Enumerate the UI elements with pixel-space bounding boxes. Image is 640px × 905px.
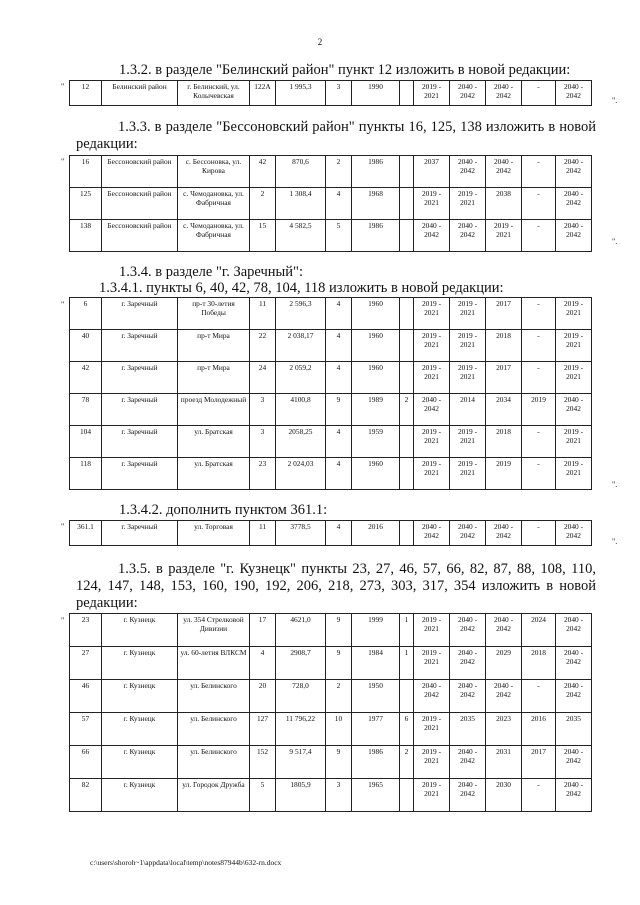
cell-entrances xyxy=(400,362,414,394)
cell-floors: 4 xyxy=(326,188,352,220)
table-row xyxy=(70,156,592,188)
cell-floors: 4 xyxy=(326,426,352,458)
cell-house-number: 42 xyxy=(250,156,276,188)
cell-item-number: 138 xyxy=(70,220,102,252)
table-kuznetsk xyxy=(69,613,592,812)
heading-1-3-4: 1.3.4. в разделе "г. Заречный": xyxy=(119,264,303,280)
cell-floors: 2 xyxy=(326,156,352,188)
cell-work-period-3: 2019 xyxy=(486,458,522,490)
cell-house-number: 17 xyxy=(250,614,276,647)
cell-work-period-5: 2040 - 2042 xyxy=(556,81,592,106)
cell-work-period-4: - xyxy=(522,330,556,362)
cell-item-number: 42 xyxy=(70,362,102,394)
cell-work-period-1: 2019 - 2021 xyxy=(414,779,450,812)
cell-address: проезд Молодежный xyxy=(178,394,250,426)
cell-work-period-5: 2040 - 2042 xyxy=(556,779,592,812)
cell-house-number: 11 xyxy=(250,298,276,330)
heading-1-3-4-2: 1.3.4.2. дополнить пунктом 361.1: xyxy=(119,502,328,518)
cell-work-period-2: 2040 - 2042 xyxy=(450,779,486,812)
cell-work-period-1: 2040 - 2042 xyxy=(414,680,450,713)
cell-item-number: 118 xyxy=(70,458,102,490)
cell-work-period-5: 2040 - 2042 xyxy=(556,647,592,680)
cell-house-number: 122А xyxy=(250,81,276,106)
cell-work-period-4: - xyxy=(522,188,556,220)
cell-area: 2908,7 xyxy=(276,647,326,680)
cell-floors: 4 xyxy=(326,458,352,490)
cell-address: ул. Братская xyxy=(178,458,250,490)
cell-address: пр-т Мира xyxy=(178,362,250,394)
cell-district: г. Кузнецк xyxy=(102,713,178,746)
table-row xyxy=(70,298,592,330)
cell-work-period-3: 2040 - 2042 xyxy=(486,614,522,647)
cell-work-period-2: 2019 - 2021 xyxy=(450,426,486,458)
heading-1-3-4-1: 1.3.4.1. пункты 6, 40, 42, 78, 104, 118 изложить в новой редакции: xyxy=(99,280,504,296)
cell-address: г. Белинский, ул. Колычевская xyxy=(178,81,250,106)
cell-work-period-5: 2040 - 2042 xyxy=(556,746,592,779)
cell-year-built: 1950 xyxy=(352,680,400,713)
cell-work-period-2: 2014 xyxy=(450,394,486,426)
cell-district: Бессоновский район xyxy=(102,156,178,188)
table-row xyxy=(70,81,592,106)
cell-work-period-4: - xyxy=(522,81,556,106)
table-row xyxy=(70,362,592,394)
cell-work-period-3: 2031 xyxy=(486,746,522,779)
table-row xyxy=(70,188,592,220)
cell-year-built: 1990 xyxy=(352,81,400,106)
cell-district: Бессоновский район xyxy=(102,188,178,220)
cell-work-period-3: 2029 xyxy=(486,647,522,680)
cell-area: 2 024,03 xyxy=(276,458,326,490)
table-row xyxy=(70,220,592,252)
cell-area: 870,6 xyxy=(276,156,326,188)
cell-house-number: 22 xyxy=(250,330,276,362)
cell-house-number: 20 xyxy=(250,680,276,713)
cell-work-period-2: 2040 - 2042 xyxy=(450,156,486,188)
cell-work-period-4: - xyxy=(522,362,556,394)
cell-item-number: 6 xyxy=(70,298,102,330)
cell-entrances xyxy=(400,330,414,362)
cell-work-period-1: 2019 - 2021 xyxy=(414,81,450,106)
cell-work-period-1: 2019 - 2021 xyxy=(414,614,450,647)
cell-work-period-4: 2024 xyxy=(522,614,556,647)
table-row xyxy=(70,614,592,647)
cell-work-period-4: - xyxy=(522,298,556,330)
cell-floors: 9 xyxy=(326,647,352,680)
cell-work-period-2: 2040 - 2042 xyxy=(450,521,486,546)
cell-address: ул. Белинского xyxy=(178,713,250,746)
cell-work-period-5: 2040 - 2042 xyxy=(556,156,592,188)
cell-work-period-3: 2040 - 2042 xyxy=(486,680,522,713)
file-path-footer: c:\users\shoroh~1\appdata\local\temp\notes87944b\632-rn.docx xyxy=(90,858,282,867)
table-zarechny-add xyxy=(69,520,592,546)
cell-entrances xyxy=(400,426,414,458)
cell-work-period-1: 2019 - 2021 xyxy=(414,458,450,490)
cell-work-period-3: 2040 - 2042 xyxy=(486,81,522,106)
cell-house-number: 4 xyxy=(250,647,276,680)
cell-floors: 9 xyxy=(326,614,352,647)
cell-area: 2 038,17 xyxy=(276,330,326,362)
cell-work-period-4: - xyxy=(522,779,556,812)
cell-area: 9 517,4 xyxy=(276,746,326,779)
cell-year-built: 1986 xyxy=(352,156,400,188)
table-belinsky xyxy=(69,80,592,106)
cell-area: 3778,5 xyxy=(276,521,326,546)
cell-work-period-2: 2019 - 2021 xyxy=(450,458,486,490)
cell-work-period-5: 2040 - 2042 xyxy=(556,394,592,426)
cell-district: г. Кузнецк xyxy=(102,680,178,713)
table-row xyxy=(70,330,592,362)
cell-year-built: 1965 xyxy=(352,779,400,812)
cell-work-period-1: 2019 - 2021 xyxy=(414,298,450,330)
cell-entrances xyxy=(400,458,414,490)
cell-year-built: 1959 xyxy=(352,426,400,458)
cell-address: ул. 354 Стрелковой Дивизии xyxy=(178,614,250,647)
cell-address: ул. Торговая xyxy=(178,521,250,546)
cell-address: с. Бессоновка, ул. Кирова xyxy=(178,156,250,188)
cell-work-period-1: 2019 - 2021 xyxy=(414,647,450,680)
quote-close: ". xyxy=(612,480,618,489)
cell-work-period-1: 2040 - 2042 xyxy=(414,521,450,546)
cell-work-period-2: 2019 - 2021 xyxy=(450,298,486,330)
cell-work-period-1: 2019 - 2021 xyxy=(414,188,450,220)
cell-work-period-2: 2019 - 2021 xyxy=(450,330,486,362)
cell-house-number: 23 xyxy=(250,458,276,490)
cell-area: 1805,9 xyxy=(276,779,326,812)
cell-work-period-3: 2017 xyxy=(486,362,522,394)
cell-work-period-5: 2040 - 2042 xyxy=(556,188,592,220)
cell-year-built: 1999 xyxy=(352,614,400,647)
cell-work-period-1: 2019 - 2021 xyxy=(414,330,450,362)
cell-work-period-2: 2035 xyxy=(450,713,486,746)
table-row xyxy=(70,680,592,713)
quote-open: " xyxy=(61,616,65,625)
cell-entrances xyxy=(400,220,414,252)
quote-close: ". xyxy=(612,96,618,105)
cell-item-number: 23 xyxy=(70,614,102,647)
cell-district: г. Кузнецк xyxy=(102,746,178,779)
quote-open: " xyxy=(61,522,65,531)
cell-work-period-5: 2019 - 2021 xyxy=(556,426,592,458)
cell-work-period-3: 2023 xyxy=(486,713,522,746)
cell-address: ул. Белинского xyxy=(178,680,250,713)
cell-work-period-1: 2019 - 2021 xyxy=(414,746,450,779)
cell-floors: 9 xyxy=(326,746,352,779)
cell-work-period-2: 2019 - 2021 xyxy=(450,188,486,220)
cell-item-number: 66 xyxy=(70,746,102,779)
cell-work-period-1: 2019 - 2021 xyxy=(414,713,450,746)
cell-entrances xyxy=(400,298,414,330)
table-row xyxy=(70,458,592,490)
cell-item-number: 125 xyxy=(70,188,102,220)
cell-address: ул. Братская xyxy=(178,426,250,458)
quote-open: " xyxy=(61,82,65,91)
cell-work-period-4: 2019 xyxy=(522,394,556,426)
cell-work-period-3: 2030 xyxy=(486,779,522,812)
cell-work-period-2: 2019 - 2021 xyxy=(450,362,486,394)
cell-item-number: 82 xyxy=(70,779,102,812)
cell-district: г. Кузнецк xyxy=(102,614,178,647)
cell-address: ул. 60-летия ВЛКСМ xyxy=(178,647,250,680)
cell-work-period-2: 2040 - 2042 xyxy=(450,81,486,106)
cell-floors: 4 xyxy=(326,362,352,394)
cell-address: с. Чемодановка, ул. Фабричная xyxy=(178,188,250,220)
cell-entrances: 1 xyxy=(400,614,414,647)
table-row xyxy=(70,746,592,779)
cell-item-number: 27 xyxy=(70,647,102,680)
cell-address: ул. Городок Дружба xyxy=(178,779,250,812)
quote-close: ". xyxy=(612,237,618,246)
cell-work-period-3: 2019 - 2021 xyxy=(486,220,522,252)
cell-area: 2 059,2 xyxy=(276,362,326,394)
cell-work-period-1: 2040 - 2042 xyxy=(414,394,450,426)
cell-work-period-3: 2018 xyxy=(486,426,522,458)
cell-work-period-5: 2019 - 2021 xyxy=(556,330,592,362)
cell-house-number: 24 xyxy=(250,362,276,394)
cell-area: 1 995,3 xyxy=(276,81,326,106)
table-row xyxy=(70,521,592,546)
cell-work-period-3: 2038 xyxy=(486,188,522,220)
cell-entrances xyxy=(400,188,414,220)
cell-entrances: 6 xyxy=(400,713,414,746)
cell-entrances xyxy=(400,779,414,812)
cell-district: г. Заречный xyxy=(102,426,178,458)
cell-floors: 3 xyxy=(326,779,352,812)
cell-item-number: 104 xyxy=(70,426,102,458)
cell-work-period-4: 2016 xyxy=(522,713,556,746)
cell-year-built: 1960 xyxy=(352,298,400,330)
cell-work-period-5: 2040 - 2042 xyxy=(556,220,592,252)
cell-work-period-4: - xyxy=(522,426,556,458)
cell-area: 4 582,5 xyxy=(276,220,326,252)
cell-area: 11 796,22 xyxy=(276,713,326,746)
page-number: 2 xyxy=(317,37,323,47)
cell-work-period-1: 2019 - 2021 xyxy=(414,362,450,394)
table-row xyxy=(70,713,592,746)
table-row xyxy=(70,779,592,812)
cell-area: 2 596,3 xyxy=(276,298,326,330)
cell-work-period-2: 2040 - 2042 xyxy=(450,680,486,713)
quote-open: " xyxy=(61,157,65,166)
cell-work-period-4: - xyxy=(522,458,556,490)
cell-item-number: 57 xyxy=(70,713,102,746)
cell-work-period-4: - xyxy=(522,220,556,252)
cell-house-number: 127 xyxy=(250,713,276,746)
cell-floors: 9 xyxy=(326,394,352,426)
cell-work-period-4: 2018 xyxy=(522,647,556,680)
cell-floors: 5 xyxy=(326,220,352,252)
cell-entrances xyxy=(400,81,414,106)
cell-address: с. Чемодановка, ул. Фабричная xyxy=(178,220,250,252)
cell-year-built: 1986 xyxy=(352,746,400,779)
cell-house-number: 3 xyxy=(250,394,276,426)
cell-year-built: 1984 xyxy=(352,647,400,680)
cell-area: 4621,0 xyxy=(276,614,326,647)
table-bessonovsky xyxy=(69,155,592,252)
cell-floors: 4 xyxy=(326,521,352,546)
cell-year-built: 1960 xyxy=(352,362,400,394)
cell-item-number: 46 xyxy=(70,680,102,713)
cell-year-built: 1960 xyxy=(352,330,400,362)
cell-work-period-5: 2040 - 2042 xyxy=(556,680,592,713)
cell-year-built: 1986 xyxy=(352,220,400,252)
cell-district: г. Заречный xyxy=(102,330,178,362)
table-row xyxy=(70,394,592,426)
cell-entrances xyxy=(400,680,414,713)
cell-work-period-4: - xyxy=(522,156,556,188)
cell-entrances xyxy=(400,521,414,546)
cell-work-period-2: 2040 - 2042 xyxy=(450,220,486,252)
cell-house-number: 2 xyxy=(250,188,276,220)
cell-area: 4100,8 xyxy=(276,394,326,426)
table-row xyxy=(70,426,592,458)
cell-address: ул. Белинского xyxy=(178,746,250,779)
table-zarechny xyxy=(69,297,592,490)
cell-floors: 10 xyxy=(326,713,352,746)
cell-district: г. Заречный xyxy=(102,362,178,394)
heading-1-3-3: 1.3.3. в разделе "Бессоновский район" пункты 16, 125, 138 изложить в новой редакции: xyxy=(76,119,596,152)
cell-district: г. Заречный xyxy=(102,521,178,546)
cell-item-number: 12 xyxy=(70,81,102,106)
cell-area: 1 308,4 xyxy=(276,188,326,220)
cell-district: Бессоновский район xyxy=(102,220,178,252)
cell-work-period-3: 2040 - 2042 xyxy=(486,156,522,188)
cell-district: г. Кузнецк xyxy=(102,647,178,680)
heading-1-3-5: 1.3.5. в разделе "г. Кузнецк" пункты 23, 27, 46, 57, 66, 82, 87, 88, 108, 110, 124, 147, 148, 153, 160, 190, 192, 206, 218, 273, 303, 317, 354 изложить в новой редакции: xyxy=(76,561,596,611)
cell-work-period-4: - xyxy=(522,521,556,546)
quote-open: " xyxy=(61,300,65,309)
cell-work-period-2: 2040 - 2042 xyxy=(450,647,486,680)
cell-work-period-3: 2034 xyxy=(486,394,522,426)
cell-district: г. Заречный xyxy=(102,394,178,426)
cell-item-number: 78 xyxy=(70,394,102,426)
cell-work-period-4: 2017 xyxy=(522,746,556,779)
cell-house-number: 5 xyxy=(250,779,276,812)
cell-floors: 3 xyxy=(326,81,352,106)
cell-year-built: 1968 xyxy=(352,188,400,220)
cell-entrances: 1 xyxy=(400,647,414,680)
quote-close: ". xyxy=(612,537,618,546)
cell-year-built: 1960 xyxy=(352,458,400,490)
cell-work-period-3: 2018 xyxy=(486,330,522,362)
cell-work-period-1: 2037 xyxy=(414,156,450,188)
cell-work-period-5: 2019 - 2021 xyxy=(556,458,592,490)
cell-work-period-1: 2019 - 2021 xyxy=(414,426,450,458)
cell-floors: 4 xyxy=(326,330,352,362)
cell-district: г. Заречный xyxy=(102,298,178,330)
cell-house-number: 11 xyxy=(250,521,276,546)
cell-district: Белинский район xyxy=(102,81,178,106)
cell-work-period-5: 2035 xyxy=(556,713,592,746)
cell-work-period-5: 2019 - 2021 xyxy=(556,298,592,330)
cell-district: г. Кузнецк xyxy=(102,779,178,812)
cell-work-period-2: 2040 - 2042 xyxy=(450,746,486,779)
cell-work-period-5: 2040 - 2042 xyxy=(556,614,592,647)
heading-1-3-2: 1.3.2. в разделе "Белинский район" пункт 12 изложить в новой редакции: xyxy=(119,62,571,78)
cell-area: 2058,25 xyxy=(276,426,326,458)
cell-floors: 2 xyxy=(326,680,352,713)
cell-area: 728,0 xyxy=(276,680,326,713)
cell-year-built: 2016 xyxy=(352,521,400,546)
cell-address: пр-т 30-летия Победы xyxy=(178,298,250,330)
cell-work-period-1: 2040 - 2042 xyxy=(414,220,450,252)
cell-work-period-5: 2040 - 2042 xyxy=(556,521,592,546)
table-row xyxy=(70,647,592,680)
cell-district: г. Заречный xyxy=(102,458,178,490)
cell-work-period-2: 2040 - 2042 xyxy=(450,614,486,647)
cell-house-number: 15 xyxy=(250,220,276,252)
cell-address: пр-т Мира xyxy=(178,330,250,362)
cell-house-number: 3 xyxy=(250,426,276,458)
cell-year-built: 1977 xyxy=(352,713,400,746)
cell-entrances: 2 xyxy=(400,746,414,779)
cell-item-number: 40 xyxy=(70,330,102,362)
cell-work-period-5: 2019 - 2021 xyxy=(556,362,592,394)
cell-entrances xyxy=(400,156,414,188)
cell-work-period-4: - xyxy=(522,680,556,713)
cell-year-built: 1989 xyxy=(352,394,400,426)
cell-entrances: 2 xyxy=(400,394,414,426)
cell-item-number: 16 xyxy=(70,156,102,188)
cell-floors: 4 xyxy=(326,298,352,330)
cell-work-period-3: 2040 - 2042 xyxy=(486,521,522,546)
cell-item-number: 361.1 xyxy=(70,521,102,546)
cell-house-number: 152 xyxy=(250,746,276,779)
cell-work-period-3: 2017 xyxy=(486,298,522,330)
